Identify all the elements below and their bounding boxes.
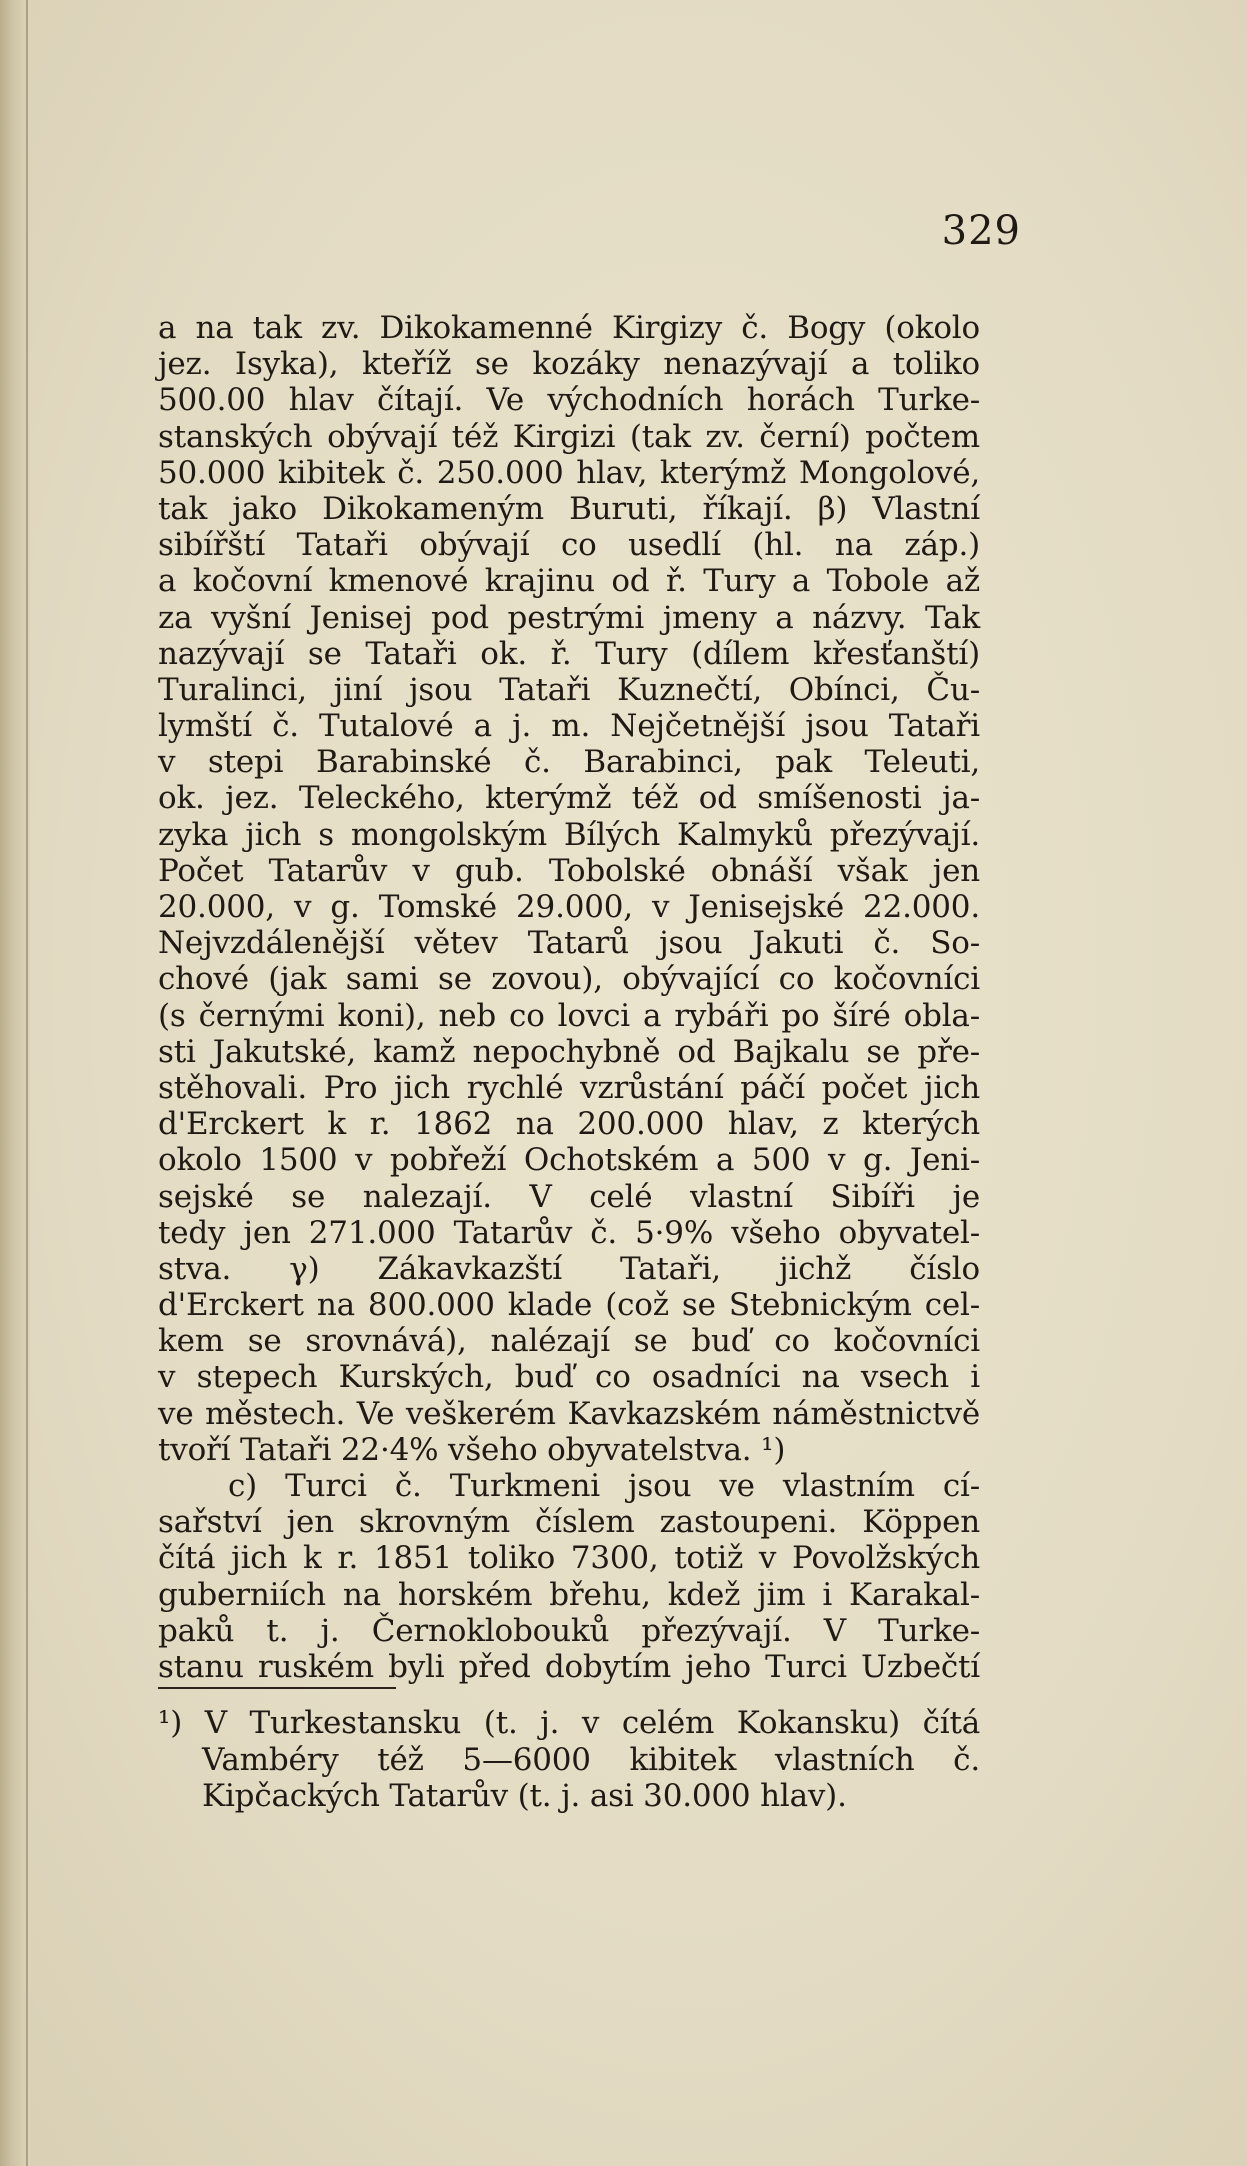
footnotes: [158, 1705, 980, 1815]
text-line: 20.000, v g. Tomské 29.000, v Jenisejské 22.000.: [158, 889, 980, 925]
text-line: stva. γ) Zákavkazští Tataři, jichž číslo: [158, 1250, 980, 1287]
text-line: lymští č. Tutalové a j. m. Nejčetnější jsou Tataři: [158, 708, 980, 745]
text-line: 50.000 kibitek č. 250.000 hlav, kterýmž Mongolové,: [158, 454, 980, 491]
text-line: stěhovali. Pro jich rychlé vzrůstání páčí počet jich: [158, 1069, 980, 1106]
text-line: sibířští Tataři obývají co usedlí (hl. na záp.): [158, 527, 980, 564]
text-line: sejské se nalezají. V celé vlastní Sibíři je: [158, 1178, 980, 1215]
text-line: Nejvzdálenější větev Tatarů jsou Jakuti č. So-: [158, 925, 980, 962]
text-line: Počet Tatarův v gub. Tobolské obnáší však jen: [158, 852, 980, 889]
text-line: sti Jakutské, kamž nepochybně od Bajkalu se pře-: [158, 1033, 980, 1070]
text-line: guberniích na horském břehu, kdež jim i Karakal-: [158, 1576, 980, 1613]
text-line: za vyšní Jenisej pod pestrými jmeny a názvy. Tak: [158, 599, 980, 636]
footnote-line: Kipčackých Tatarův (t. j. asi 30.000 hlav).: [202, 1778, 847, 1814]
text-line: a kočovní kmenové krajinu od ř. Tury a Tobole až: [158, 563, 980, 600]
text-line: chové (jak sami se zovou), obývající co kočovníci: [158, 961, 980, 998]
text-line: čítá jich k r. 1851 toliko 7300, totiž v Povolžských: [158, 1540, 980, 1577]
text-line: c) Turci č. Turkmeni jsou ve vlastním cí-: [228, 1468, 980, 1504]
text-line: tvoří Tataři 22·4% všeho obyvatelstva. ¹): [158, 1431, 786, 1468]
text-line: a na tak zv. Dikokamenné Kirgizy č. Bogy (okolo: [158, 310, 980, 346]
footnote-line: Vambéry též 5—6000 kibitek vlastních č.: [202, 1741, 980, 1778]
text-line: ok. jez. Teleckého, kterýmž též od smíšenosti ja-: [158, 780, 980, 817]
text-line: tedy jen 271.000 Tatarův č. 5·9% všeho obyvatel-: [158, 1214, 980, 1251]
text-line: (s černými koni), neb co lovci a rybáři po šíré obla-: [158, 997, 980, 1034]
text-line: ve městech. Ve veškerém Kavkazském náměstnictvě: [158, 1395, 980, 1432]
text-line: kem se srovnává), nalézají se buď co kočovníci: [158, 1323, 980, 1360]
text-line: sařství jen skrovným číslem zastoupeni. Köppen: [158, 1504, 980, 1541]
text-line: Turalinci, jiní jsou Tataři Kuznečtí, Obínci, Ču-: [158, 671, 980, 708]
text-line: paků t. j. Černoklobouků přezývají. V Turke-: [158, 1612, 980, 1649]
text-line: stanských obývají též Kirgizi (tak zv. černí) počtem: [158, 418, 980, 455]
text-line: d'Erckert na 800.000 klade (což se Stebnickým cel-: [158, 1287, 980, 1324]
text-line: tak jako Dikokameným Buruti, říkají. β) Vlastní: [158, 490, 980, 527]
page-number: 329: [941, 208, 1021, 254]
body-text: [158, 310, 980, 1685]
text-line: stanu ruském byli před dobytím jeho Turci Uzbečtí: [158, 1648, 980, 1685]
text-line: nazývají se Tataři ok. ř. Tury (dílem křesťanští): [158, 635, 980, 672]
text-line: v stepi Barabinské č. Barabinci, pak Teleuti,: [158, 744, 980, 781]
text-line: v stepech Kurských, buď co osadníci na vsech i: [158, 1359, 980, 1396]
text-line: okolo 1500 v pobřeží Ochotském a 500 v g. Jeni-: [158, 1142, 980, 1179]
spine-edge: [26, 0, 28, 2166]
footnote-divider: [158, 1687, 396, 1689]
footnote-line: ¹) V Turkestansku (t. j. v celém Kokansku) čítá: [158, 1705, 980, 1741]
text-line: 500.00 hlav čítají. Ve východních horách Turke-: [158, 382, 980, 419]
text-line: d'Erckert k r. 1862 na 200.000 hlav, z kterých: [158, 1106, 980, 1143]
text-line: jez. Isyka), kteříž se kozáky nenazývají a toliko: [158, 346, 980, 383]
text-line: zyka jich s mongolským Bílých Kalmyků přezývají.: [158, 816, 980, 853]
